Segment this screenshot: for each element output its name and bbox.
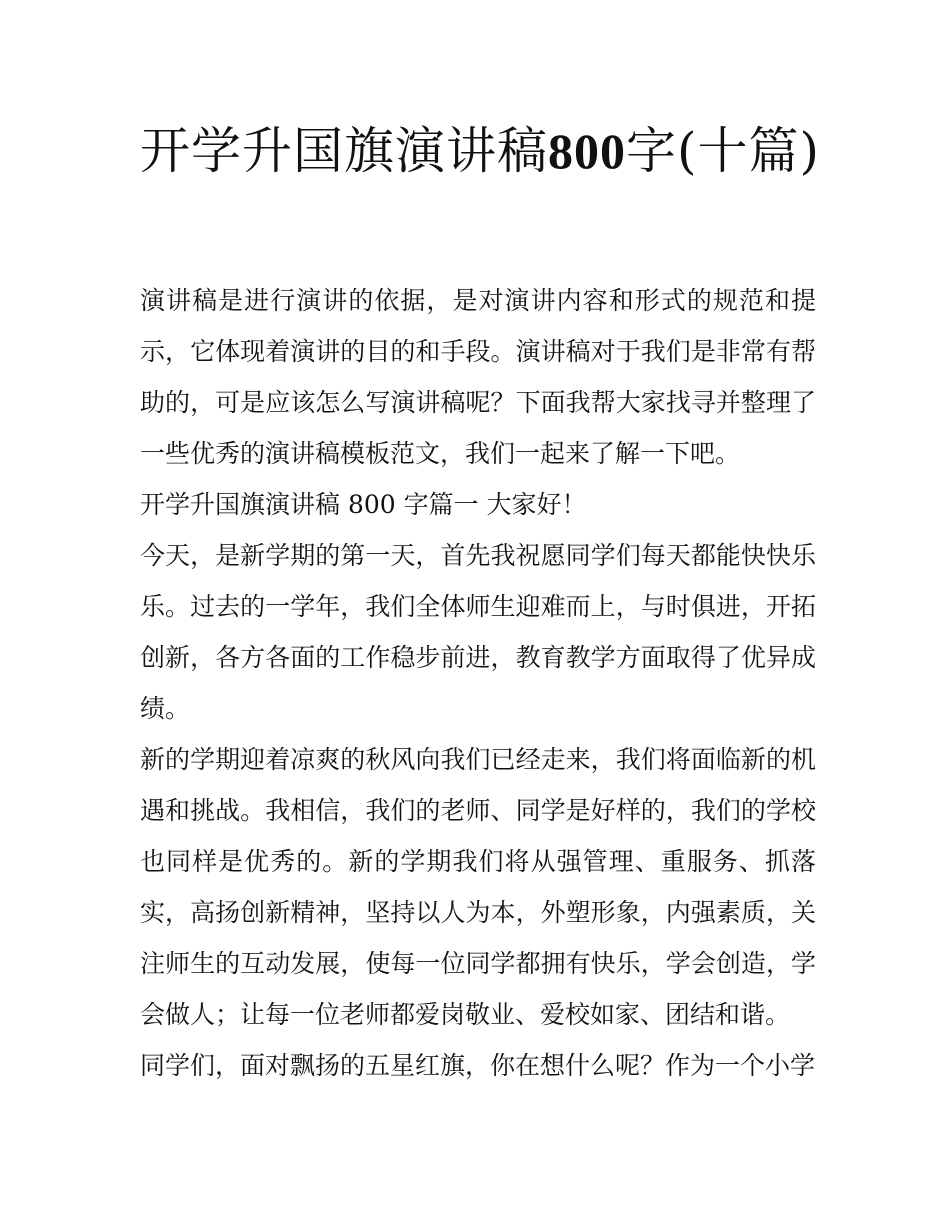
title-suffix: 字(十篇) [626,122,821,180]
title-number: 800 [548,123,626,179]
title-prefix: 开学升国旗演讲稿 [140,122,548,180]
paragraph-heading-1: 开学升国旗演讲稿 800 字篇一 大家好！ [140,490,587,519]
paragraph-3: 新的学期迎着凉爽的秋风向我们已经走来，我们将面临新的机遇和挑战。我相信，我们的老师、同学是好样的，我们的学校也同样是优秀的。新的学期我们将从强管理、重服务、抓落实，高扬创新精神，坚持以人为本，外塑形象，内强素质，关注师生的互动发展，使每一位同学都拥有快乐，学会创造，学会做人；让每一位老师都爱岗敬业、爱校如家、团结和谐。 [140,745,816,1029]
paragraph-2: 今天，是新学期的第一天，首先我祝愿同学们每天都能快快乐乐。过去的一学年，我们全体师生迎难而上，与时俱进，开拓创新，各方各面的工作稳步前进，教育教学方面取得了优异成绩。 [140,541,816,723]
document-body [140,275,816,1091]
paragraph-intro: 演讲稿是进行演讲的依据，是对演讲内容和形式的规范和提示，它体现着演讲的目的和手段。演讲稿对于我们是非常有帮助的，可是应该怎么写演讲稿呢？下面我帮大家找寻并整理了一些优秀的演讲稿模板范文，我们一起来了解一下吧。 [140,286,816,468]
document-title [140,112,820,190]
paragraph-4: 同学们，面对飘扬的五星红旗，你在想什么呢？作为一个小学 [140,1051,816,1080]
